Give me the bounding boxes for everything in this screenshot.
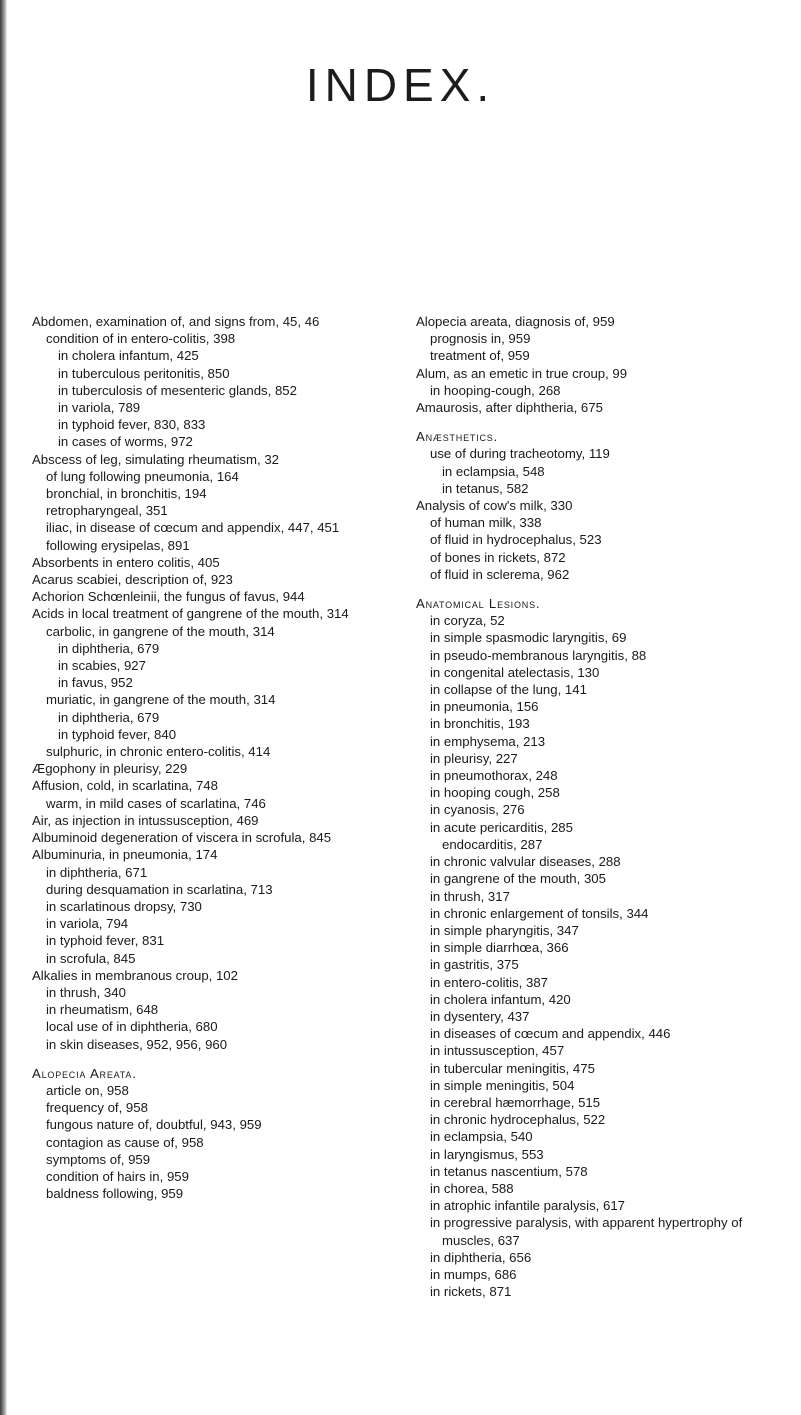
index-entry: Albuminoid degeneration of viscera in scrofula, 845 <box>32 830 332 846</box>
index-entry: in tetanus, 582 <box>442 480 529 496</box>
index-entry: in simple spasmodic laryngitis, 69 <box>430 630 627 646</box>
index-entry: in atrophic infantile paralysis, 617 <box>430 1198 625 1214</box>
index-entry: in simple diarrhœa, 366 <box>430 940 569 956</box>
index-entry: Acarus scabiei, description of, 923 <box>32 572 233 588</box>
index-entry: during desquamation in scarlatina, 713 <box>46 881 273 897</box>
index-entry: bronchial, in bronchitis, 194 <box>46 486 207 502</box>
index-entry: retropharyngeal, 351 <box>46 503 168 519</box>
index-column-left <box>32 313 377 1202</box>
index-entry: in cerebral hæmorrhage, 515 <box>430 1094 601 1110</box>
index-entry: in chronic hydrocephalus, 522 <box>430 1112 606 1128</box>
index-entry: in simple pharyngitis, 347 <box>430 922 579 938</box>
index-section-heading: Anæsthetics. <box>416 429 499 445</box>
index-entry: in eclampsia, 548 <box>442 463 545 479</box>
index-entry: muriatic, in gangrene of the mouth, 314 <box>46 692 276 708</box>
index-entry: Abdomen, examination of, and signs from, 45, 46 <box>32 314 320 329</box>
page-title: INDEX. <box>305 59 496 111</box>
index-entry: Alopecia areata, diagnosis of, 959 <box>416 314 615 329</box>
index-entry: in variola, 789 <box>58 400 141 416</box>
index-entry: in dysentery, 437 <box>430 1008 530 1024</box>
index-entry: in collapse of the lung, 141 <box>430 682 587 698</box>
index-entry: Albuminuria, in pneumonia, 174 <box>32 847 218 863</box>
index-entry: in pneumonia, 156 <box>430 699 539 715</box>
index-entry: use of during tracheotomy, 119 <box>430 446 610 462</box>
index-entry: sulphuric, in chronic entero-colitis, 414 <box>46 744 271 760</box>
index-entry: in gastritis, 375 <box>430 957 519 973</box>
index-entry: in typhoid fever, 840 <box>58 726 177 742</box>
index-entry: in diseases of cœcum and appendix, 446 <box>430 1026 671 1042</box>
index-entry: endocarditis, 287 <box>442 836 543 852</box>
index-entry: in chronic enlargement of tonsils, 344 <box>430 905 649 921</box>
index-entry: symptoms of, 959 <box>46 1151 151 1167</box>
index-entry: fungous nature of, doubtful, 943, 959 <box>46 1117 262 1133</box>
index-entry: in coryza, 52 <box>430 613 505 629</box>
index-entry: in skin diseases, 952, 956, 960 <box>46 1036 228 1052</box>
index-entry: in hooping-cough, 268 <box>430 382 561 398</box>
index-entry: in pleurisy, 227 <box>430 750 518 766</box>
index-section-heading: Alopecia Areata. <box>32 1065 137 1081</box>
index-entry: in favus, 952 <box>58 675 133 691</box>
index-section-heading: Anatomical Lesions. <box>416 596 541 612</box>
index-entry: in acute pericarditis, 285 <box>430 819 573 835</box>
index-entry: Amaurosis, after diphtheria, 675 <box>416 400 603 416</box>
index-entry: in typhoid fever, 831 <box>46 933 165 949</box>
index-entry: treatment of, 959 <box>430 348 530 364</box>
index-entry: Abscess of leg, simulating rheumatism, 32 <box>32 451 280 467</box>
index-entry: in rheumatism, 648 <box>46 1002 159 1018</box>
index-entry: Ægophony in pleurisy, 229 <box>32 761 188 777</box>
index-entry: in emphysema, 213 <box>430 733 546 749</box>
index-entry: in tuberculous peritonitis, 850 <box>58 365 230 381</box>
index-entry: in mumps, 686 <box>430 1266 517 1282</box>
index-entry: in diphtheria, 656 <box>430 1249 532 1265</box>
index-entry: in chorea, 588 <box>430 1180 514 1196</box>
index-entry: warm, in mild cases of scarlatina, 746 <box>46 795 266 811</box>
index-entry: in pseudo-membranous laryngitis, 88 <box>430 647 647 663</box>
index-entry: Acids in local treatment of gangrene of the mouth, 314 <box>32 606 349 622</box>
index-entry: in congenital atelectasis, 130 <box>430 664 600 680</box>
page-edge-shadow <box>0 0 7 1415</box>
index-entry: in scarlatinous dropsy, 730 <box>46 898 202 914</box>
index-entry: in thrush, 317 <box>430 888 510 904</box>
index-entry: in tuberculosis of mesenteric glands, 852 <box>58 382 297 398</box>
index-entry: in gangrene of the mouth, 305 <box>430 871 606 887</box>
index-entry: in diphtheria, 679 <box>58 640 160 656</box>
index-entry: in rickets, 871 <box>430 1284 512 1300</box>
index-entry: in laryngismus, 553 <box>430 1146 544 1162</box>
index-entry: contagion as cause of, 958 <box>46 1134 204 1150</box>
index-entry: of bones in rickets, 872 <box>430 549 566 565</box>
index-entry: following erysipelas, 891 <box>46 537 190 553</box>
index-entry: in progressive paralysis, with apparent hypertrophy of muscles, 637 <box>430 1215 743 1248</box>
index-entry: carbolic, in gangrene of the mouth, 314 <box>46 623 275 639</box>
index-entry: in pneumothorax, 248 <box>430 768 558 784</box>
index-entry: of fluid in sclerema, 962 <box>430 566 570 582</box>
index-entry: in eclampsia, 540 <box>430 1129 533 1145</box>
index-entry: prognosis in, 959 <box>430 331 531 347</box>
index-entry: in diphtheria, 679 <box>58 709 160 725</box>
index-entry: Air, as injection in intussusception, 469 <box>32 812 259 828</box>
index-entry: Alum, as an emetic in true croup, 99 <box>416 365 628 381</box>
index-entry: condition of hairs in, 959 <box>46 1168 189 1184</box>
index-entry: in cyanosis, 276 <box>430 802 525 818</box>
index-entry: article on, 958 <box>46 1082 129 1098</box>
index-entry: in cholera infantum, 425 <box>58 348 199 364</box>
index-entry: Absorbents in entero colitis, 405 <box>32 554 220 570</box>
index-entry: Alkalies in membranous croup, 102 <box>32 967 238 983</box>
index-entry: baldness following, 959 <box>46 1186 184 1202</box>
index-entry: in cases of worms, 972 <box>58 434 193 450</box>
index-entry: in bronchitis, 193 <box>430 716 530 732</box>
index-entry: in diphtheria, 671 <box>46 864 148 880</box>
index-entry: in intussusception, 457 <box>430 1043 565 1059</box>
index-entry: of fluid in hydrocephalus, 523 <box>430 532 602 548</box>
index-entry: iliac, in disease of cœcum and appendix, 447, 451 <box>46 520 340 536</box>
index-entry: in chronic valvular diseases, 288 <box>430 854 621 870</box>
index-entry: in tubercular meningitis, 475 <box>430 1060 595 1076</box>
index-entry: Analysis of cow's milk, 330 <box>416 498 573 514</box>
index-entry: frequency of, 958 <box>46 1100 148 1116</box>
index-entry: in scabies, 927 <box>58 658 146 674</box>
index-entry: condition of in entero-colitis, 398 <box>46 331 236 347</box>
index-entry: Affusion, cold, in scarlatina, 748 <box>32 778 218 794</box>
index-column-right <box>416 313 788 1300</box>
index-entry: Achorion Schœnleinii, the fungus of favus, 944 <box>32 589 305 605</box>
index-entry: in tetanus nascentium, 578 <box>430 1163 588 1179</box>
index-entry: in cholera infantum, 420 <box>430 991 571 1007</box>
index-entry: in entero-colitis, 387 <box>430 974 549 990</box>
index-entry: in hooping cough, 258 <box>430 785 560 801</box>
index-entry: in scrofula, 845 <box>46 950 136 966</box>
index-entry: in thrush, 340 <box>46 984 126 1000</box>
index-entry: in variola, 794 <box>46 916 129 932</box>
index-entry: of lung following pneumonia, 164 <box>46 468 239 484</box>
index-entry: in typhoid fever, 830, 833 <box>58 417 206 433</box>
index-entry: in simple meningitis, 504 <box>430 1077 575 1093</box>
index-entry: of human milk, 338 <box>430 515 542 531</box>
index-entry: local use of in diphtheria, 680 <box>46 1019 218 1035</box>
